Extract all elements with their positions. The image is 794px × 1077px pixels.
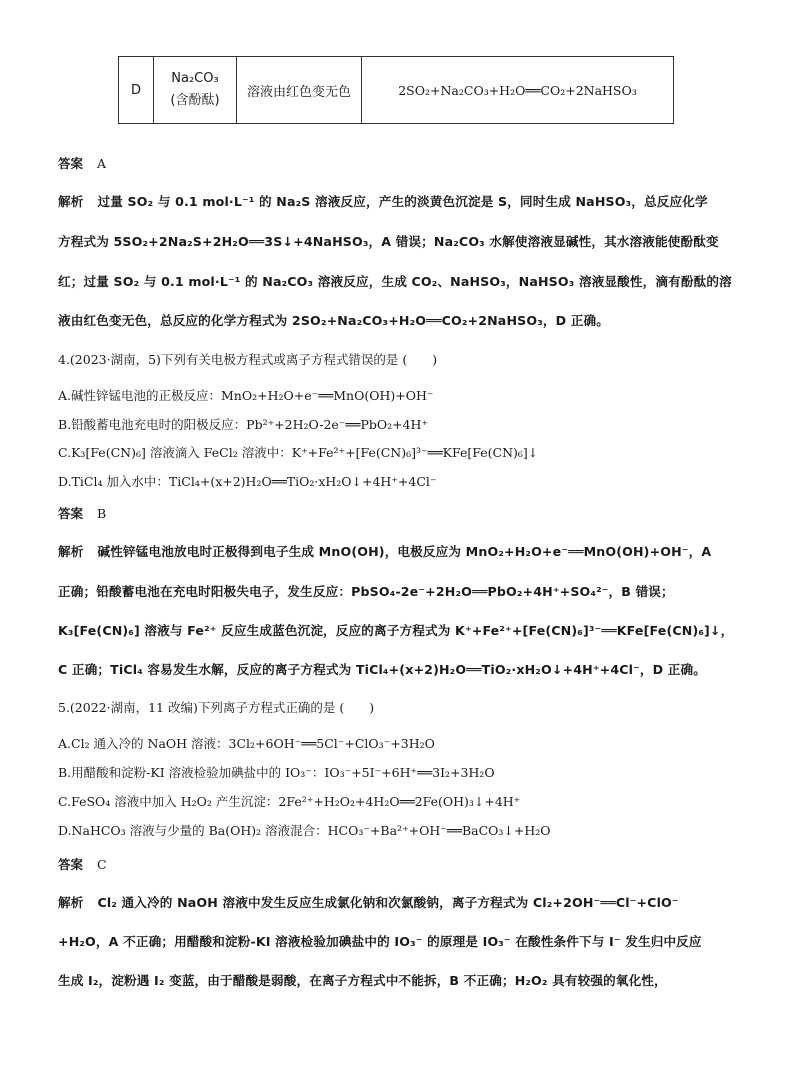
- q4-analysis-line: 解析 碱性锌锰电池放电时正极得到电子生成 MnO(OH)，电极反应为 MnO₂+H₂O+e⁻══MnO(OH)+OH⁻，A: [58, 544, 712, 559]
- q4-option-a: A.碱性锌锰电池的正极反应：MnO₂+H₂O+e⁻══MnO(OH)+OH⁻: [58, 388, 434, 403]
- answer-table: [118, 56, 674, 124]
- q5-analysis-line: +H₂O，A 不正确；用醋酸和淀粉-KI 溶液检验加碘盐中的 IO₃⁻ 的原理是 IO₃⁻ 在酸性条件下与 I⁻ 发生归中反应: [58, 934, 702, 949]
- q5-option-a: A.Cl₂ 通入冷的 NaOH 溶液：3Cl₂+6OH⁻══5Cl⁻+ClO₃⁻+3H₂O: [58, 736, 435, 751]
- answer-label: 答案: [58, 156, 84, 171]
- table-cell-equation: 2SO₂+Na₂CO₃+H₂O══CO₂+2NaHSO₃: [362, 57, 674, 124]
- q5-option-d: D.NaHCO₃ 溶液与少量的 Ba(OH)₂ 溶液混合：HCO₃⁻+Ba²⁺+OH⁻══BaCO₃↓+H₂O: [58, 823, 551, 838]
- q4-option-d: D.TiCl₄ 加入水中：TiCl₄+(x+2)H₂O══TiO₂·xH₂O↓+4H⁺+4Cl⁻: [58, 474, 437, 489]
- reagent-line1: Na₂CO₃: [171, 71, 219, 86]
- answer-label: 答案: [58, 857, 84, 872]
- analysis-label: 解析: [58, 895, 84, 910]
- q4-option-c: C.K₃[Fe(CN)₆] 溶液滴入 FeCl₂ 溶液中：K⁺+Fe²⁺+[Fe(CN)₆]³⁻══KFe[Fe(CN)₆]↓: [58, 445, 539, 460]
- q4-stem: 4.(2023·湖南，5)下列有关电极方程式或离子方程式错误的是 ( ): [58, 352, 438, 367]
- q4-analysis-line: 正确；铅酸蓄电池在充电时阳极失电子，发生反应：PbSO₄-2e⁻+2H₂O══PbO₂+4H⁺+SO₄²⁻，B 错误；: [58, 584, 674, 599]
- q3-analysis-line: 解析 过量 SO₂ 与 0.1 mol·L⁻¹ 的 Na₂S 溶液反应，产生的淡黄色沉淀是 S，同时生成 NaHSO₃，总反应化学: [58, 194, 708, 209]
- q4-analysis-line: K₃[Fe(CN)₆] 溶液与 Fe²⁺ 反应生成蓝色沉淀，反应的离子方程式为 K⁺+Fe²⁺+[Fe(CN)₆]³⁻══KFe[Fe(CN)₆]↓，: [58, 623, 734, 638]
- q3-answer: [58, 155, 748, 173]
- reagent-line2: (含酚酞): [170, 93, 220, 108]
- table-row: [119, 57, 674, 124]
- q4-answer: [58, 505, 748, 523]
- q5-option-b: B.用醋酸和淀粉-KI 溶液检验加碘盐中的 IO₃⁻：IO₃⁻+5I⁻+6H⁺══3I₂+3H₂O: [58, 765, 495, 780]
- answer-value: B: [97, 506, 107, 521]
- q4-analysis-line: C 正确；TiCl₄ 容易发生水解，反应的离子方程式为 TiCl₄+(x+2)H₂O══TiO₂·xH₂O↓+4H⁺+4Cl⁻，D 正确。: [58, 662, 707, 677]
- q5-option-c: C.FeSO₄ 溶液中加入 H₂O₂ 产生沉淀：2Fe²⁺+H₂O₂+4H₂O══2Fe(OH)₃↓+4H⁺: [58, 794, 521, 809]
- q5-analysis-line: 解析 Cl₂ 通入冷的 NaOH 溶液中发生反应生成氯化钠和次氯酸钠，离子方程式为 Cl₂+2OH⁻══Cl⁻+ClO⁻: [58, 895, 679, 910]
- table-cell-reagent: [154, 57, 237, 124]
- q5-answer: [58, 856, 748, 874]
- answer-value: A: [97, 156, 107, 171]
- answer-value: C: [97, 857, 107, 872]
- q5-stem: 5.(2022·湖南，11 改编)下列离子方程式正确的是 ( ): [58, 700, 375, 715]
- analysis-label: 解析: [58, 544, 84, 559]
- q3-analysis-line: 方程式为 5SO₂+2Na₂S+2H₂O══3S↓+4NaHSO₃，A 错误；Na₂CO₃ 水解使溶液显碱性，其水溶液能使酚酞变: [58, 234, 719, 249]
- answer-label: 答案: [58, 506, 84, 521]
- q3-analysis-line: 红；过量 SO₂ 与 0.1 mol·L⁻¹ 的 Na₂CO₃ 溶液反应，生成 CO₂、NaHSO₃，NaHSO₃ 溶液显酸性，滴有酚酞的溶: [58, 274, 732, 289]
- q3-analysis-line: 液由红色变无色，总反应的化学方程式为 2SO₂+Na₂CO₃+H₂O══CO₂+2NaHSO₃，D 正确。: [58, 313, 609, 328]
- q4-option-b: B.铅酸蓄电池充电时的阳极反应：Pb²⁺+2H₂O-2e⁻══PbO₂+4H⁺: [58, 417, 429, 432]
- table-cell-option: D: [119, 57, 154, 124]
- table-cell-phenomenon: 溶液由红色变无色: [237, 57, 362, 124]
- analysis-label: 解析: [58, 194, 84, 209]
- q5-analysis-line: 生成 I₂，淀粉遇 I₂ 变蓝，由于醋酸是弱酸，在离子方程式中不能拆，B 不正确；H₂O₂ 具有较强的氧化性，: [58, 973, 667, 988]
